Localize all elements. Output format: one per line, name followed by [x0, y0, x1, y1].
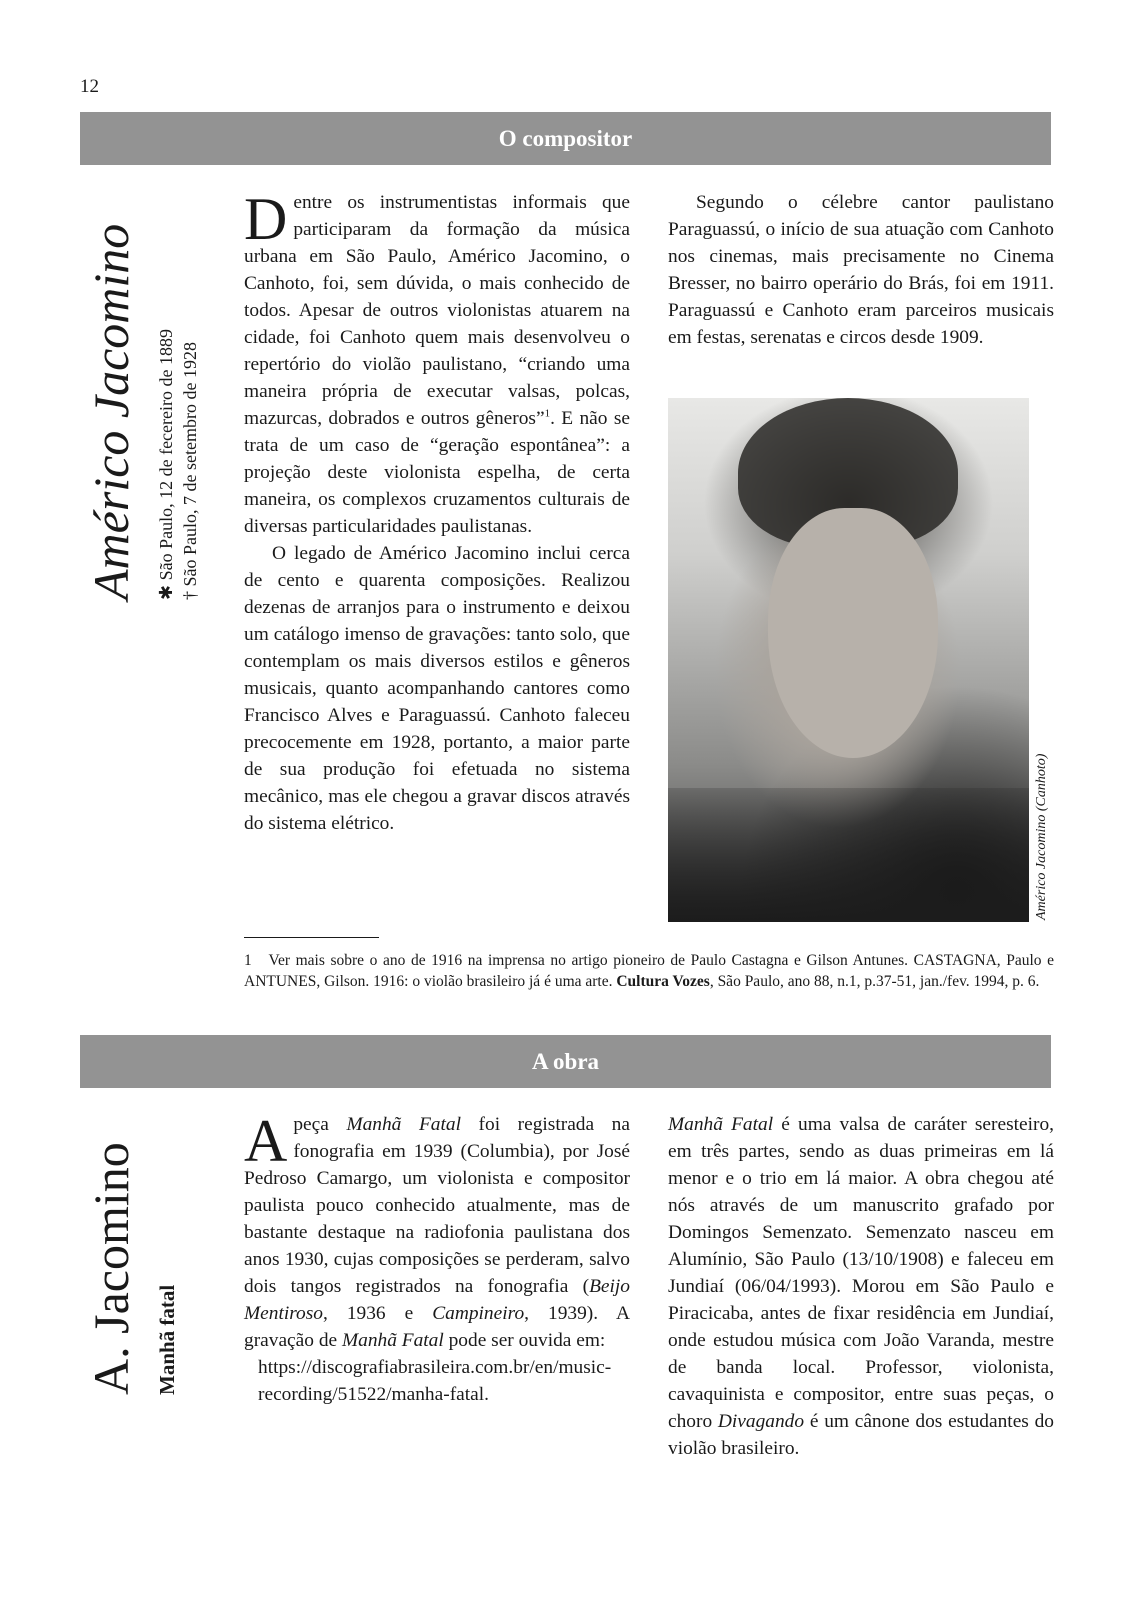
section-banner-work: A obra	[80, 1035, 1051, 1088]
work-name: Manhã Fatal	[668, 1114, 774, 1135]
photo-caption: Américo Jacomino (Canhoto)	[1034, 753, 1049, 920]
paragraph	[244, 186, 630, 540]
paragraph-text: é uma valsa de caráter seresteiro, em três partes, sendo as duas primeiras em lá menor e o trio em lá maior. A obra chegou até nós através de um manuscrito grafado por Domingos Semenzato. Semenzato nasceu em Alumínio, São Paulo (13/10/1908) e faleceu em Jundiaí (06/04/1993). Morou em São Paulo e Piracicaba, antes de fixar residência em Jundiaí, onde estudou música com João Varanda, mestre de banda local. Professor, violonista, cavaquinista e compositor, entre suas peças, o choro	[668, 1114, 1054, 1432]
paragraph: Segundo o célebre cantor paulistano Paraguassú, o início de sua atuação com Canhoto nos cinemas, mais precisamente no Cinema Bresser, no bairro operário do Brás, foi em 1911. Paraguassú e Canhoto eram parceiros musicais em festas, serenatas e circos desde 1909.	[668, 192, 1054, 348]
work-composer: A. Jacomino	[83, 1142, 139, 1395]
face-shape	[768, 508, 938, 758]
death-line: † São Paulo, 7 de setembro de 1928	[180, 342, 200, 600]
footnote-number: 1	[244, 952, 252, 969]
paragraph-text: é um cânone dos estudantes do violão brasileiro.	[668, 1411, 1054, 1459]
paragraph-text: foi registrada na fonografia em 1939 (Columbia), por José Pedroso Camargo, um violonista e compositor paulista pouco conhecido atualmente, mas de bastante destaque na radiofonia paulistana dos anos 1930, cujas composições se perderam, salvo dois tangos registrados na fonografia (	[244, 1114, 630, 1297]
footnote-text: , São Paulo, ano 88, n.1, p.37-51, jan./fev. 1994, p. 6.	[709, 973, 1040, 990]
birth-line: ✱ São Paulo, 12 de fecereiro de 1889	[156, 328, 176, 600]
footnote-rule	[244, 937, 379, 938]
paragraph-text: peça	[293, 1114, 347, 1135]
paragraph-text: , 1936 e	[323, 1303, 433, 1324]
portrait-photo	[668, 398, 1029, 922]
coat-shape	[668, 788, 1029, 922]
paragraph	[244, 1108, 631, 1354]
footnote-text: Ver mais sobre o ano de 1916 na imprensa no artigo pioneiro de Paulo Castagna e Gilson Antunes. CASTAGNA, Paulo e ANTUNES, Gilson. 1916: o violão brasileiro já é uma arte.	[244, 952, 1054, 990]
composer-right-column	[668, 189, 1054, 351]
paragraph-text: entre os instrumentistas informais que participaram da formação da música urbana em São Paulo, Américo Jacomino, o Canhoto, foi, sem dúvida, o mais conhecido de todos. Apesar de outros violonistas atuarem na cidade, foi Canhoto quem mais desenvolveu o repertório do violão paulistano, “criando uma maneira própria de executar valsas, polcas, mazurcas, dobrados e outros gêneros”	[244, 192, 630, 429]
footnote	[244, 950, 1054, 992]
section-banner-composer: O compositor	[80, 112, 1051, 165]
work-name: Campineiro	[432, 1303, 525, 1324]
recording-link[interactable]: https://discografiabrasileira.com.br/en/music-recording/51522/manha-fatal.	[258, 1357, 612, 1405]
paragraph-text: . E não se trata de um caso de “geração espontânea”: a projeção deste violonista espelha, de certa maneira, os complexos cruzamentos culturais de diversas particularidades paulistanas.	[244, 408, 630, 537]
drop-cap: D	[244, 186, 288, 252]
work-left-column	[244, 1108, 631, 1408]
composer-name: Américo Jacomino	[83, 223, 139, 600]
paragraph-text: pode ser ouvida em:	[443, 1330, 606, 1351]
drop-cap: A	[244, 1108, 288, 1174]
work-name: Divagando	[717, 1411, 805, 1432]
work-right-column	[668, 1111, 1054, 1462]
composer-sidebar	[82, 224, 202, 600]
work-name: Manhã Fatal	[346, 1114, 461, 1135]
footnote-title: Cultura Vozes	[616, 973, 710, 990]
work-name: Manhã Fatal	[341, 1330, 444, 1351]
work-title: Manhã fatal	[155, 1284, 179, 1395]
paragraph: O legado de Américo Jacomino inclui cerca de cento e quarenta composições. Realizou dezenas de arranjos para o instrumento e deixou um catálogo imenso de gravações: tanto solo, que contemplam os mais diversos estilos e gêneros musicais, quanto acompanhando cantores como Francisco Alves e Paraguassú. Canhoto faleceu precocemente em 1928, portanto, a maior parte de sua produção foi efetuada no sistema mecânico, mas ele chegou a gravar discos através do sistema elétrico.	[244, 543, 630, 834]
work-sidebar	[82, 1142, 180, 1395]
footnote-ref: 1	[544, 407, 551, 420]
composer-left-column	[244, 186, 630, 837]
paragraph	[668, 1111, 1054, 1462]
paragraph-text: , 1939). A gravação de	[244, 1303, 631, 1351]
work-name: Beijo Mentiroso	[244, 1276, 630, 1324]
page-number: 12	[80, 76, 99, 97]
